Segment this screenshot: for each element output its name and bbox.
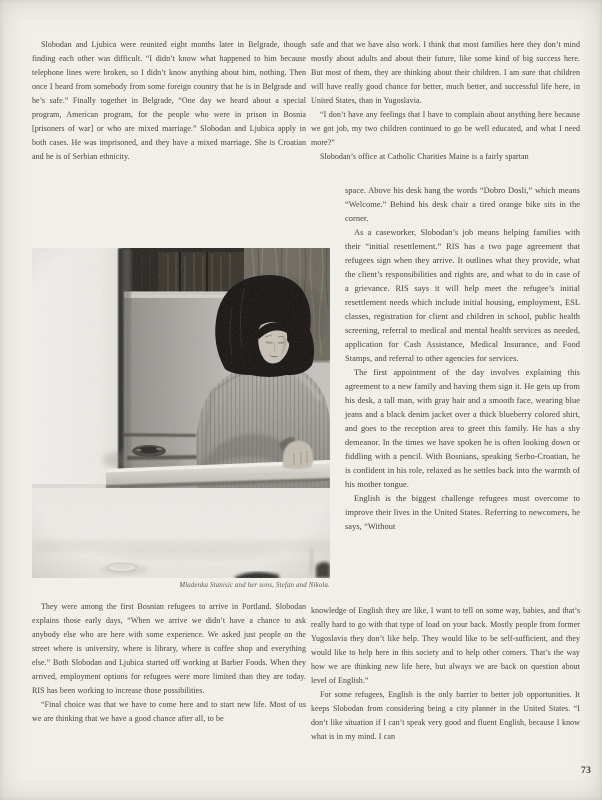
right-column-wrap (345, 184, 580, 534)
paragraph-first-appointment: The first appointment of the day involves explaining this agreement to a new family and having them sign it. He gets up from his desk, a tall man, with gray hair and a smooth face, wearing blue jeans and a black denim jacket over a thick blueberry colored shirt, and goes to the reception area to greet this family. He has a shy demeanor. In the times we have spoken he is often looking down or fiddling with a pencil. With Bosnians, speaking Serbo-Croatian, he is confident in his role, relaxed as he settles back into the warmth of his mother tongue. (345, 368, 580, 489)
paragraph-some-refugees: For some refugees, English is the only barrier to better job opportunities. It keeps Slobodan from considering being a city planner in the United States. “I don’t like situation if I can’t speak very good and fluent English, because I know what is in my mind. I can (311, 690, 580, 741)
paragraph-reunited: Slobodan and Ljubica were reunited eight months later in Belgrade, though finding each other was difficult. “I didn’t know what happened to him because telephone lines were broken, so I didn’t know anything about him, nothing. Then once I heard from somebody from some foreign country that he is in Belgrade and he’s safe.” Finally together in Belgrade, “One day we heard about a special program, American program, for the people who were in prison in Bosnia [prisoners of war] or who are mixed marriage.” Slobodan and Ljubica apply in both cases. He was imprisoned, and they have a mixed marriage. She is Croatian and he is of Serbian ethnicity. (32, 40, 306, 161)
right-column-lower (311, 604, 580, 744)
left-column-top (32, 38, 306, 164)
photo-mladenka-and-sons (32, 248, 330, 578)
photo-artwork (32, 248, 330, 578)
paragraph-caseworker: As a caseworker, Slobodan’s job means helping families with their “initial resettlement.” RIS has a two page agreement that refugees sign when they arrive. It outlines what they provide, what the client’s responsibilities and rights are, and what to do in case of a grievance. RIS says it will help meet the refugee’s initial resettlement needs which include initial housing, employment, ESL classes, registration for client and children in school, public health screening, referral to medical and mental health services as needed, application for Cash Assistance, Medical Insurance, and Food Stamps, and referral to other agencies for services. (345, 228, 580, 363)
paragraph-office-lead: Slobodan’s office at Catholic Charities Maine is a fairly spartan (320, 152, 529, 161)
film-grain-overlay (32, 248, 330, 578)
photo-caption: Mladenka Stanisic and her sons, Stefan and Nikola. (179, 582, 330, 589)
left-column-bottom (32, 600, 306, 726)
paragraph-safe-work: safe and that we have also work. I think that most families here they don’t mind mostly about adults and about their future, like some kind of big success here. But most of them, they are thinking about their children. I am sure that children will have really good chance for better, much better, and successful life here, in United States, than in Yugoslavia. (311, 40, 580, 105)
page-number: 73 (581, 766, 592, 776)
paragraph-no-complaints: “I don’t have any feelings that I have to complain about anything here because we got job, my two children continued to go be well educated, and what I need more?” (311, 110, 580, 147)
paragraph-english-lead: English is the biggest challenge refugees must overcome to improve their lives in the United States. Referring to newcomers, he says, “Without (345, 494, 580, 531)
paragraph-final-choice: “Final choice was that we have to come here and to start new life. Most of us we are thinking that we have a good chance after all, to be (32, 700, 306, 723)
paragraph-first-refugees: They were among the first Bosnian refugees to arrive in Portland. Slobodan explains those early days, “When we arrive we didn’t have a chance to ask anybody else who are here with some experience. We asked just people on the street where is university, where is library, where is coffee shop and everything else.” Both Slobodan and Ljubica started off working at Barber Foods. When they arrived, employment options for refugees were more limited than they are today. RIS has been working to increase those possibilities. (32, 602, 306, 695)
paragraph-english-rest: knowledge of English they are like, I want to tell on some way, babies, and that’s really hard to go with that type of load on your back. Mostly people from former Yugoslavia they don’t like help. They would like to be self-sufficient, and they would like to help here in this society and to help other comers. That’s the way how we are thinking new life here, but always we are back on question about level of English.” (311, 606, 580, 685)
paragraph-office-rest: space. Above his desk hang the words “Dobro Dosli,” which means “Welcome.” Behind his desk chair a tired orange bike sits in the corner. (345, 186, 580, 223)
right-column-upper (311, 38, 580, 164)
